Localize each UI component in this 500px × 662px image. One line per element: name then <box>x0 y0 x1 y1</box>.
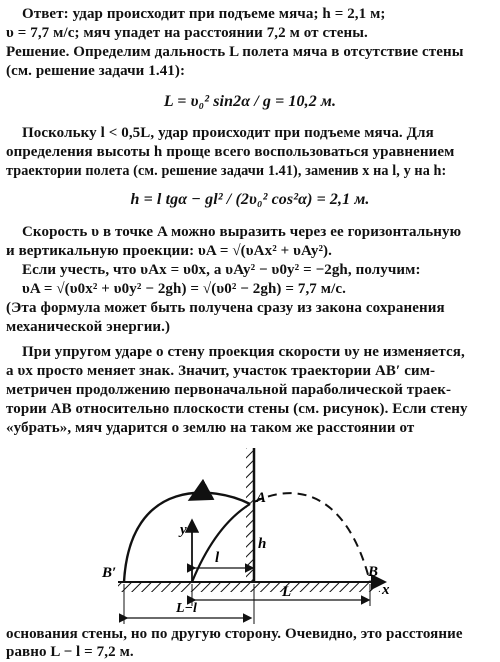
para2-line-3: траектории полета (см. решение задачи 1.41), заменив x на l, y на h: <box>6 163 447 179</box>
label-h: h <box>258 536 267 552</box>
para4-line-1: При упругом ударе о стену проекция скорости υy не изменяется, <box>22 344 465 360</box>
para3-line-2: и вертикальную проекции: υA = √(υAx² + υAy²). <box>6 243 332 259</box>
para3-line-6: механической энергии.) <box>6 319 171 335</box>
trajectory-dashed <box>254 493 370 582</box>
trajectory-figure <box>0 436 500 626</box>
label-x: x <box>382 582 390 598</box>
equation-range: L = υ₀² sin2α / g = 10,2 м. <box>163 93 337 110</box>
ground-hatching <box>118 582 380 592</box>
para3-line-5: (Эта формула может быть получена сразу из закона сохранения <box>6 300 445 316</box>
para4-line-3: метричен продолжению первоначальной параболической траек- <box>6 382 452 398</box>
para3-line-3: Если учесть, что υAx = υ0x, а υAy² − υ0y² = −2gh, получим: <box>22 262 421 278</box>
trajectory-to-A <box>192 504 250 582</box>
solution-line-1: Решение. Определим дальность L полета мяча в отсутствие стены <box>6 44 464 60</box>
para4-line-5: «убрать», мяч ударится о землю на таком же расстоянии от <box>6 420 415 436</box>
solution-line-2: (см. решение задачи 1.41): <box>6 63 186 79</box>
para4-line-7: равно L − l = 7,2 м. <box>6 644 134 660</box>
label-B-prime: B′ <box>102 565 117 581</box>
para4-line-2: а υx просто меняет знак. Значит, участок траектории AB′ сим- <box>6 363 436 379</box>
label-l: l <box>215 550 220 566</box>
para3-line-4: υA = √(υ0x² + υ0y² − 2gh) = √(υ0² − 2gh) = 7,7 м/с. <box>22 281 346 297</box>
label-L: L <box>282 584 292 600</box>
para3-line-1: Скорость υ в точке A можно выразить через ее горизонтальную <box>22 224 462 240</box>
answer-line-2: υ = 7,7 м/с; мяч упадет на расстоянии 7,2 м от стены. <box>6 25 368 41</box>
label-L-minus-l: L−l <box>176 601 197 616</box>
label-B: B <box>368 564 379 580</box>
label-A: A <box>256 490 267 506</box>
equation-height: h = l tgα − gl² / (2υ₀² cos²α) = 2,1 м. <box>130 191 370 208</box>
para2-line-1: Поскольку l < 0,5L, удар происходит при подъеме мяча. Для <box>22 125 434 141</box>
label-y: y <box>180 522 187 538</box>
para4-line-6: основания стены, но по другую сторону. Очевидно, это расстояние <box>6 626 463 642</box>
para2-line-2: определения высоты h проще всего воспользоваться уравнением <box>6 144 455 160</box>
para4-line-4: тории AB относительно плоскости стены (см. рисунок). Если стену <box>6 401 468 417</box>
answer-line-1: Ответ: удар происходит при подъеме мяча; h = 2,1 м; <box>22 6 386 22</box>
